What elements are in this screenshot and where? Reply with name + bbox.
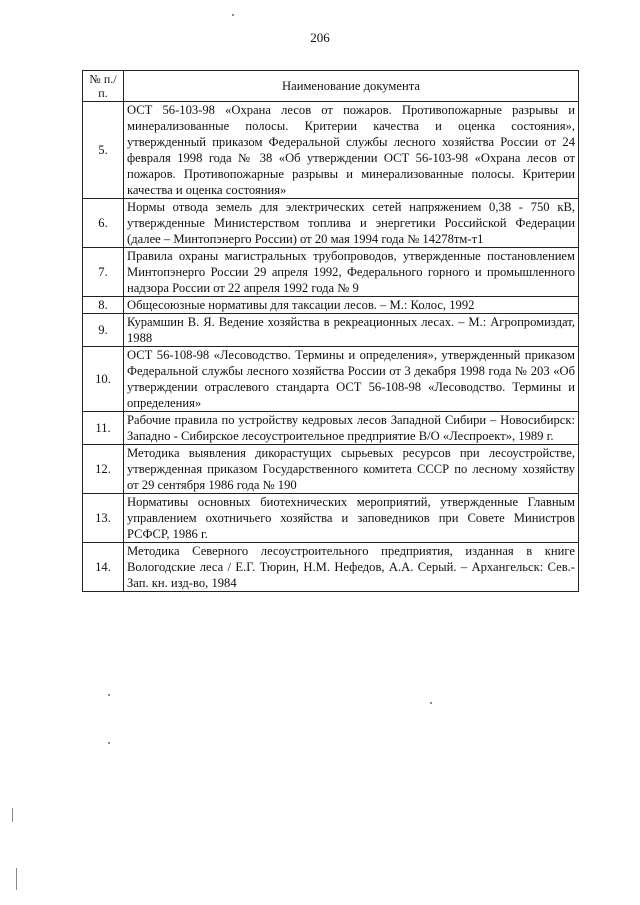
row-document-name: Методика выявления дикорастущих сырьевых ресурсов при лесоустройстве, утвержденная приказом Государственного комитета СССР по лесному хозяйству от 29 сентября 1986 года № 190 bbox=[124, 445, 579, 494]
table-row bbox=[83, 347, 579, 412]
table-row bbox=[83, 412, 579, 445]
scan-speck bbox=[12, 808, 13, 822]
header-number: № п./п. bbox=[83, 71, 124, 102]
table-row bbox=[83, 297, 579, 314]
scan-speck bbox=[108, 694, 110, 696]
scan-speck bbox=[430, 702, 432, 704]
row-number: 8. bbox=[83, 297, 124, 314]
table-row bbox=[83, 102, 579, 199]
table-row bbox=[83, 248, 579, 297]
row-number: 9. bbox=[83, 314, 124, 347]
row-number: 11. bbox=[83, 412, 124, 445]
table-row bbox=[83, 494, 579, 543]
row-number: 13. bbox=[83, 494, 124, 543]
documents-table bbox=[82, 70, 579, 592]
scan-speck bbox=[108, 742, 110, 744]
row-number: 14. bbox=[83, 543, 124, 592]
row-document-name: Методика Северного лесоустроительного предприятия, изданная в книге Вологодские леса / Е.Г. Тюрин, Н.М. Нефедов, А.А. Серый. – Архангельск: Сев.-Зап. кн. изд-во, 1984 bbox=[124, 543, 579, 592]
row-number: 6. bbox=[83, 199, 124, 248]
table-header-row bbox=[83, 71, 579, 102]
table-row bbox=[83, 445, 579, 494]
table-row bbox=[83, 314, 579, 347]
row-number: 12. bbox=[83, 445, 124, 494]
row-document-name: Общесоюзные нормативы для таксации лесов. – М.: Колос, 1992 bbox=[124, 297, 579, 314]
row-document-name: ОСТ 56-108-98 «Лесоводство. Термины и определения», утвержденный приказом Федеральной службы лесного хозяйства России от 3 декабря 1998 года № 203 «Об утверждении отраслевого стандарта ОСТ 56-108-98 «Лесоводство. Термины и определения» bbox=[124, 347, 579, 412]
scan-speck bbox=[232, 14, 234, 16]
row-document-name: ОСТ 56-103-98 «Охрана лесов от пожаров. Противопожарные разрывы и минерализованные полосы. Критерии качества и оценка состояния», утвержденный приказом Федеральной службы лесного хозяйства России от 24 февраля 1998 года № 38 «Об утверждении ОСТ 56-103-98 «Охрана лесов от пожаров. Противопожарные разрывы и минерализованные полосы. Критерии качества и оценка состояния» bbox=[124, 102, 579, 199]
row-number: 5. bbox=[83, 102, 124, 199]
row-number: 10. bbox=[83, 347, 124, 412]
scan-speck bbox=[16, 868, 17, 890]
table-row bbox=[83, 543, 579, 592]
page-number: 206 bbox=[310, 30, 330, 45]
table-row bbox=[83, 199, 579, 248]
header-name: Наименование документа bbox=[124, 71, 579, 102]
row-document-name: Правила охраны магистральных трубопроводов, утвержденные постановлением Минтопэнерго России 29 апреля 1992, Федерального горного и промышленного надзора России от 22 апреля 1992 года № 9 bbox=[124, 248, 579, 297]
row-number: 7. bbox=[83, 248, 124, 297]
row-document-name: Курамшин В. Я. Ведение хозяйства в рекреационных лесах. – М.: Агропромиздат, 1988 bbox=[124, 314, 579, 347]
row-document-name: Рабочие правила по устройству кедровых лесов Западной Сибири – Новосибирск: Западно - Сибирское лесоустроительное предприятие В/О «Леспроект», 1989 г. bbox=[124, 412, 579, 445]
row-document-name: Нормативы основных биотехнических мероприятий, утвержденные Главным управлением охотничьего хозяйства и заповедников при Совете Министров РСФСР, 1986 г. bbox=[124, 494, 579, 543]
row-document-name: Нормы отвода земель для электрических сетей напряжением 0,38 - 750 кВ, утвержденные Министерством топлива и энергетики Российской Федерации (далее – Минтопэнерго России) от 20 мая 1994 года № 14278тм-т1 bbox=[124, 199, 579, 248]
